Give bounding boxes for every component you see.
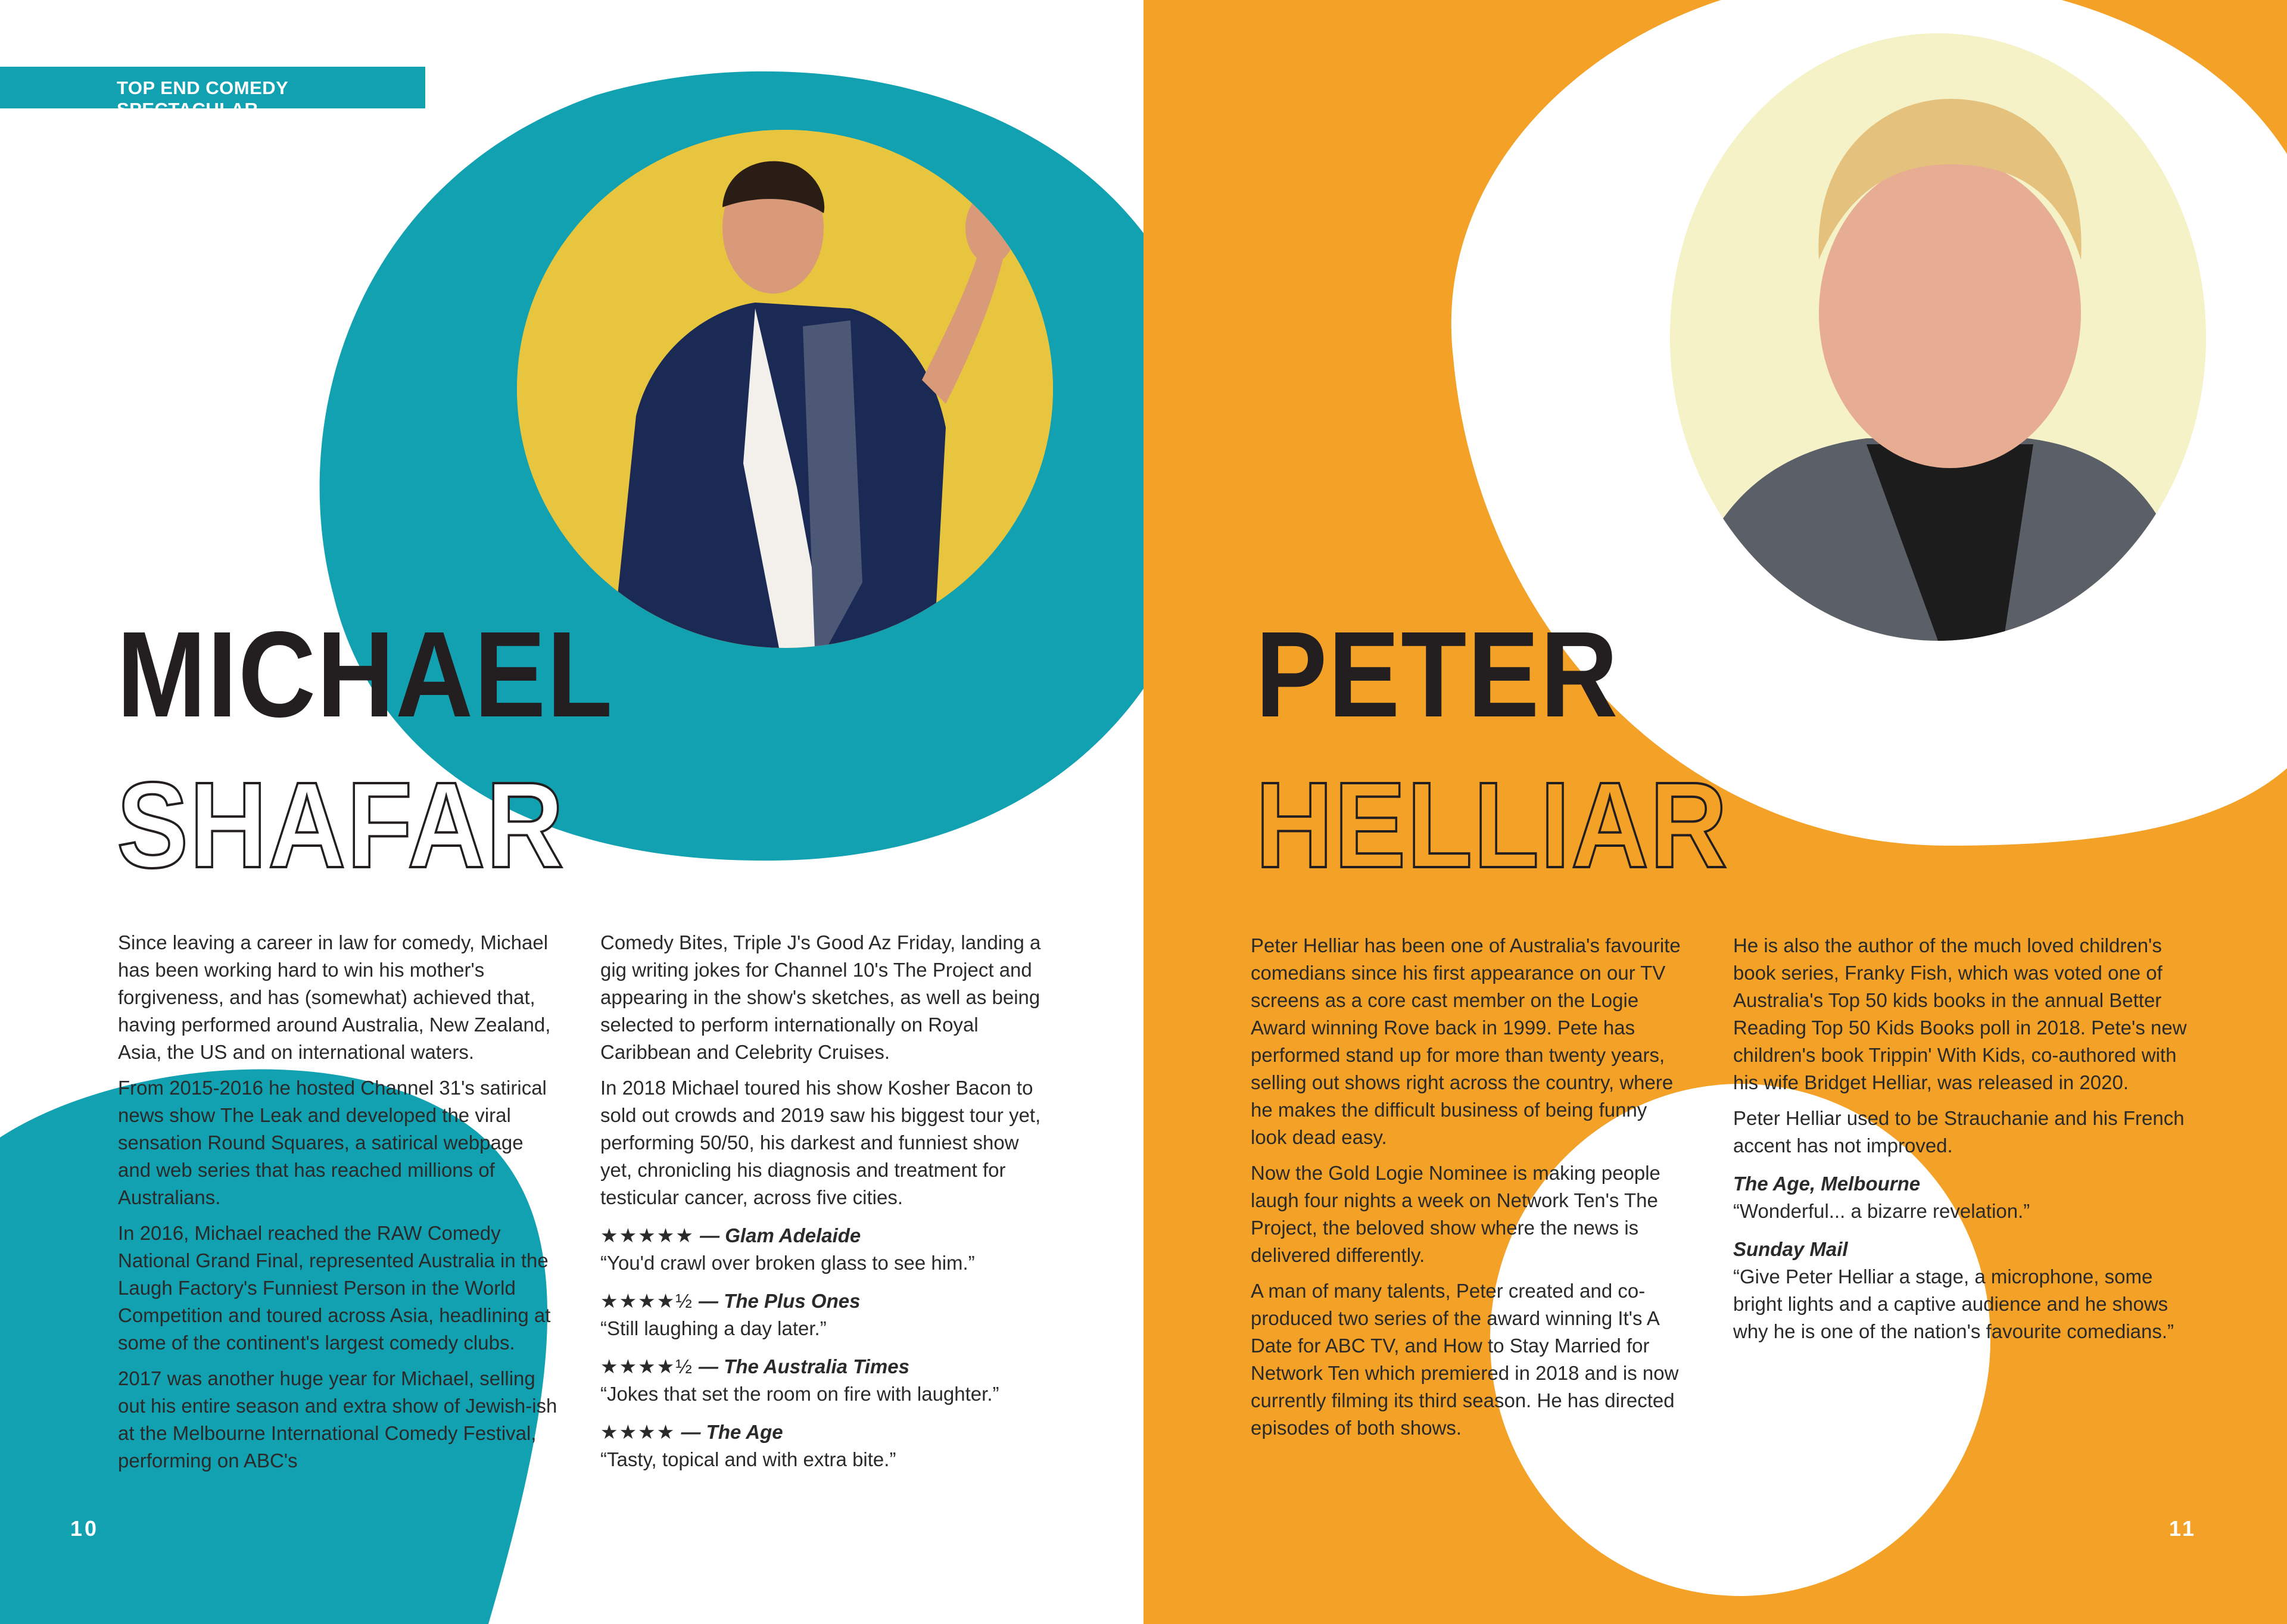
review bbox=[600, 1419, 1041, 1473]
michael-first-name: MICHAEL bbox=[117, 606, 614, 743]
review bbox=[1733, 1170, 2192, 1225]
review-source: The Age, Melbourne bbox=[1733, 1173, 1921, 1195]
review-source: Sunday Mail bbox=[1733, 1238, 1848, 1260]
bio-paragraph: 2017 was another huge year for Michael, selling out his entire season and extra show of Jewish-ish at the Melbourne International Comedy Festival, performing on ABC's bbox=[118, 1367, 557, 1472]
review bbox=[600, 1222, 1041, 1277]
star-rating: ★★★★½ bbox=[600, 1355, 693, 1377]
bio-paragraph: Peter Helliar has been one of Australia's favourite comedians since his first appearance on our TV screens as a core cast member on the Logie Award winning Rove back in 1999. Pete has performed stand up for more than twenty years, selling out shows right across the country, where he makes the difficult business of being funny look dead easy. bbox=[1251, 934, 1681, 1148]
star-rating: ★★★★★ bbox=[600, 1224, 694, 1246]
review bbox=[1733, 1236, 2192, 1345]
review-quote: “You'd crawl over broken glass to see him.” bbox=[600, 1252, 975, 1274]
bio-paragraph: He is also the author of the much loved children's book series, Franky Fish, which was voted one of Australia's Top 50 kids books in the annual Better Reading Top 50 Kids Books poll in 2018. Pete's new children's book Trippin' With Kids, co-authored with his wife Bridget Helliar, was released in 2020. bbox=[1733, 934, 2187, 1093]
michael-bio-col2 bbox=[600, 929, 1041, 1473]
michael-photo bbox=[517, 130, 1053, 648]
bio-paragraph: Now the Gold Logie Nominee is making people laugh four nights a week on Network Ten's The Project, the beloved show where the news is delivered differently. bbox=[1251, 1162, 1660, 1266]
peter-photo bbox=[1670, 33, 2206, 641]
peter-figure bbox=[1670, 33, 2206, 641]
bio-paragraph: Comedy Bites, Triple J's Good Az Friday, landing a gig writing jokes for Channel 10's The Project and appearing in the show's sketches, as well as being selected to perform internationally on Royal Caribbean and Celebrity Cruises. bbox=[600, 931, 1041, 1063]
peter-bio-col1 bbox=[1251, 932, 1682, 1450]
page-number-right: 11 bbox=[2169, 1516, 2197, 1541]
page-number-left: 10 bbox=[70, 1516, 99, 1541]
michael-figure bbox=[517, 130, 1053, 648]
review bbox=[600, 1353, 1041, 1408]
review-quote: “Jokes that set the room on fire with laughter.” bbox=[600, 1383, 999, 1405]
header-label: TOP END COMEDY SPECTACULAR bbox=[117, 77, 288, 120]
bio-paragraph: From 2015-2016 he hosted Channel 31's satirical news show The Leak and developed the viral sensation Round Squares, a satirical webpage and web series that has reached millions of Australians. bbox=[118, 1077, 547, 1208]
peter-bio-col2 bbox=[1733, 932, 2192, 1345]
michael-last-name: SHAFAR bbox=[117, 757, 565, 893]
review-source: — Glam Adelaide bbox=[700, 1224, 861, 1246]
michael-bio-col1 bbox=[118, 929, 559, 1483]
peter-last-name: HELLIAR bbox=[1255, 757, 1729, 893]
peter-first-name: PETER bbox=[1255, 606, 1619, 743]
star-rating: ★★★★½ bbox=[600, 1290, 693, 1312]
review-quote: “Still laughing a day later.” bbox=[600, 1317, 827, 1339]
review-source: — The Plus Ones bbox=[699, 1290, 861, 1312]
review-quote: “Tasty, topical and with extra bite.” bbox=[600, 1448, 896, 1470]
review-quote: “Wonderful... a bizarre revelation.” bbox=[1733, 1200, 2030, 1222]
review bbox=[600, 1288, 1041, 1342]
review-quote: “Give Peter Helliar a stage, a microphone, some bright lights and a captive audience and he shows why he is one of the nation's favourite comedians.” bbox=[1733, 1265, 2174, 1342]
review-source: — The Australia Times bbox=[699, 1355, 909, 1377]
bio-paragraph: In 2018 Michael toured his show Kosher Bacon to sold out crowds and 2019 saw his biggest tour yet, performing 50/50, his darkest and funniest show yet, chronicling his diagnosis and treatment for testicular cancer, across five cities. bbox=[600, 1077, 1041, 1208]
bio-paragraph: Since leaving a career in law for comedy, Michael has been working hard to win his mother's forgiveness, and has (somewhat) achieved that, having performed around Australia, New Zealand, Asia, the US and on international waters. bbox=[118, 931, 551, 1063]
bio-paragraph: In 2016, Michael reached the RAW Comedy National Grand Final, represented Australia in the Laugh Factory's Funniest Person in the World Competition and toured across Asia, headlining at some of the continent's largest comedy clubs. bbox=[118, 1222, 551, 1354]
star-rating: ★★★★ bbox=[600, 1421, 676, 1443]
bio-paragraph: A man of many talents, Peter created and co-produced two series of the award winning It's A Date for ABC TV, and How to Stay Married for Network Ten which premiered in 2018 and is now currently filming its third season. He has directed episodes of both shows. bbox=[1251, 1280, 1679, 1439]
right-page bbox=[1144, 0, 2287, 1624]
review-source: — The Age bbox=[681, 1421, 783, 1443]
bio-paragraph: Peter Helliar used to be Strauchanie and his French accent has not improved. bbox=[1733, 1107, 2185, 1157]
header-tab bbox=[0, 67, 425, 120]
